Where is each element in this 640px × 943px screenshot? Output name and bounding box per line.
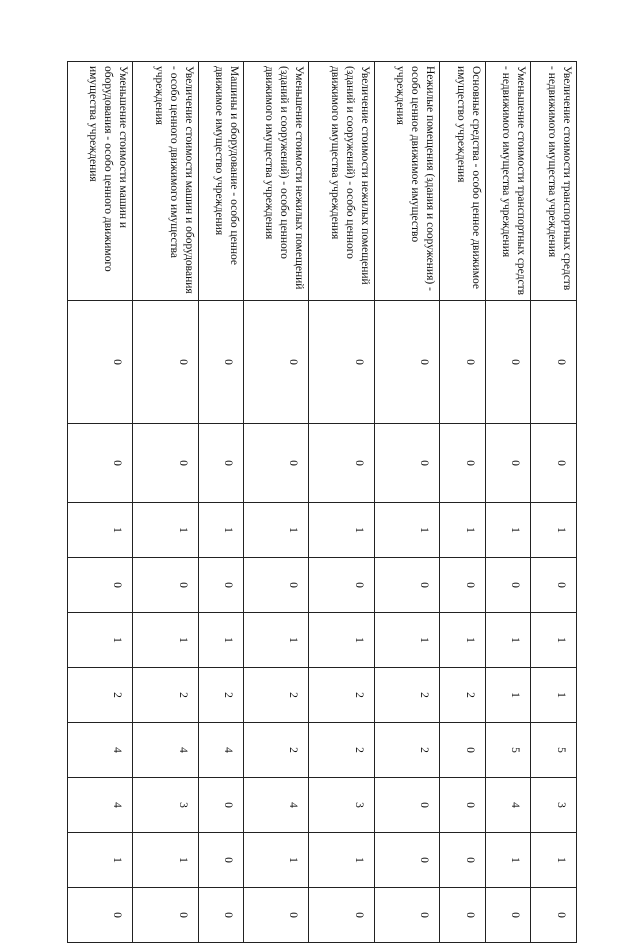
table-cell: 1 — [309, 833, 374, 888]
table-cell: 5 — [485, 723, 531, 778]
table-cell: 1 — [374, 503, 439, 558]
table-cell: 0 — [198, 424, 244, 503]
table-cell: 4 — [68, 723, 133, 778]
table-cell: 0 — [198, 778, 244, 833]
table-cell: 0 — [198, 301, 244, 424]
table-cell: 1 — [68, 833, 133, 888]
table-row — [244, 62, 309, 943]
table-cell: 1 — [439, 503, 485, 558]
table-cell: 0 — [439, 424, 485, 503]
table-cell: 0 — [374, 301, 439, 424]
table-cell: 1 — [198, 613, 244, 668]
table-cell: 5 — [531, 723, 577, 778]
rotated-table — [67, 61, 577, 918]
row-label: Уменьшение стоимости машин и оборудования - особо ценного движимого имущества учреждения — [68, 62, 133, 301]
table-cell: 0 — [244, 424, 309, 503]
row-label: Машины и оборудование - особо ценное движимое имущество учреждения — [198, 62, 244, 301]
table-cell: 1 — [531, 833, 577, 888]
table-row — [68, 62, 133, 943]
table-cell: 2 — [439, 668, 485, 723]
page-edge-mark — [577, 877, 578, 897]
table-cell: 0 — [133, 424, 198, 503]
table-cell: 2 — [309, 668, 374, 723]
table-cell: 2 — [133, 668, 198, 723]
table-cell: 1 — [531, 503, 577, 558]
table-cell: 3 — [309, 778, 374, 833]
table-cell: 1 — [68, 613, 133, 668]
table-cell: 1 — [244, 833, 309, 888]
table-cell: 0 — [133, 888, 198, 943]
table-cell: 0 — [244, 888, 309, 943]
table-cell: 0 — [531, 301, 577, 424]
table-cell: 3 — [133, 778, 198, 833]
table-cell: 1 — [485, 613, 531, 668]
table-cell: 0 — [198, 888, 244, 943]
table-cell: 2 — [374, 668, 439, 723]
table-cell: 0 — [309, 424, 374, 503]
table-cell: 2 — [198, 668, 244, 723]
table-cell: 4 — [244, 778, 309, 833]
row-label: Нежилые помещения (здания и сооружения) - особо ценное движимое имущество учреждения — [374, 62, 439, 301]
table-cell: 0 — [374, 888, 439, 943]
table-cell: 1 — [309, 503, 374, 558]
table-cell: 0 — [68, 558, 133, 613]
table-cell: 1 — [198, 503, 244, 558]
table-row — [374, 62, 439, 943]
table-cell: 1 — [374, 613, 439, 668]
table-cell: 0 — [244, 558, 309, 613]
row-label: Увеличение стоимости машин и оборудования - особо ценного движимого имущества учреждения — [133, 62, 198, 301]
table-cell: 0 — [133, 558, 198, 613]
table-cell: 0 — [309, 301, 374, 424]
table-row — [531, 62, 577, 943]
table-cell: 1 — [485, 503, 531, 558]
table-cell: 0 — [309, 558, 374, 613]
table-cell: 1 — [485, 668, 531, 723]
table-cell: 0 — [439, 833, 485, 888]
table-cell: 0 — [485, 424, 531, 503]
table-cell: 2 — [244, 668, 309, 723]
row-label: Уменьшение стоимости транспортных средств - недвижимого имущества учреждения — [485, 62, 531, 301]
table-cell: 1 — [244, 613, 309, 668]
row-label: Основные средства - особо ценное движимое имущество учреждения — [439, 62, 485, 301]
table-cell: 0 — [485, 888, 531, 943]
table-cell: 0 — [374, 833, 439, 888]
table-cell: 0 — [439, 301, 485, 424]
table-cell: 0 — [531, 888, 577, 943]
table-cell: 1 — [133, 613, 198, 668]
table-cell: 2 — [374, 723, 439, 778]
table-row — [439, 62, 485, 943]
table-cell: 0 — [244, 301, 309, 424]
table-cell: 4 — [198, 723, 244, 778]
table-cell: 0 — [531, 558, 577, 613]
table-cell: 0 — [439, 778, 485, 833]
table-cell: 1 — [68, 503, 133, 558]
table-cell: 1 — [485, 833, 531, 888]
table-cell: 1 — [439, 613, 485, 668]
table-cell: 0 — [374, 558, 439, 613]
table-cell: 4 — [133, 723, 198, 778]
table-cell: 1 — [531, 613, 577, 668]
table-cell: 4 — [485, 778, 531, 833]
table-cell: 0 — [374, 424, 439, 503]
table-row — [198, 62, 244, 943]
table-cell: 1 — [244, 503, 309, 558]
table-cell: 1 — [133, 503, 198, 558]
table-cell: 0 — [68, 424, 133, 503]
table-cell: 0 — [133, 301, 198, 424]
row-label: Уменьшение стоимости нежилых помещений (зданий и сооружений) - особо ценного движимого имущества учреждения — [244, 62, 309, 301]
table-row — [133, 62, 198, 943]
table-cell: 0 — [439, 723, 485, 778]
table-cell: 0 — [68, 301, 133, 424]
table-cell: 4 — [68, 778, 133, 833]
table-cell: 0 — [439, 558, 485, 613]
table-row — [485, 62, 531, 943]
table-cell: 0 — [439, 888, 485, 943]
table-cell: 0 — [198, 833, 244, 888]
table-cell: 3 — [531, 778, 577, 833]
table-cell: 1 — [309, 613, 374, 668]
table-body — [68, 62, 577, 943]
table-cell: 0 — [68, 888, 133, 943]
table-cell: 0 — [309, 888, 374, 943]
table-cell: 0 — [198, 558, 244, 613]
table-cell: 0 — [374, 778, 439, 833]
table-cell: 2 — [68, 668, 133, 723]
table-cell: 2 — [309, 723, 374, 778]
table-cell: 2 — [244, 723, 309, 778]
accounts-table — [67, 61, 577, 943]
table-cell: 0 — [531, 424, 577, 503]
table-cell: 1 — [133, 833, 198, 888]
row-label: Увеличение стоимости нежилых помещений (зданий и сооружений) - особо ценного движимого имущества учреждения — [309, 62, 374, 301]
table-cell: 0 — [485, 301, 531, 424]
table-row — [309, 62, 374, 943]
table-cell: 0 — [485, 558, 531, 613]
row-label: Увеличение стоимости транспортных средств - недвижимого имущества учреждения — [531, 62, 577, 301]
table-cell: 1 — [531, 668, 577, 723]
